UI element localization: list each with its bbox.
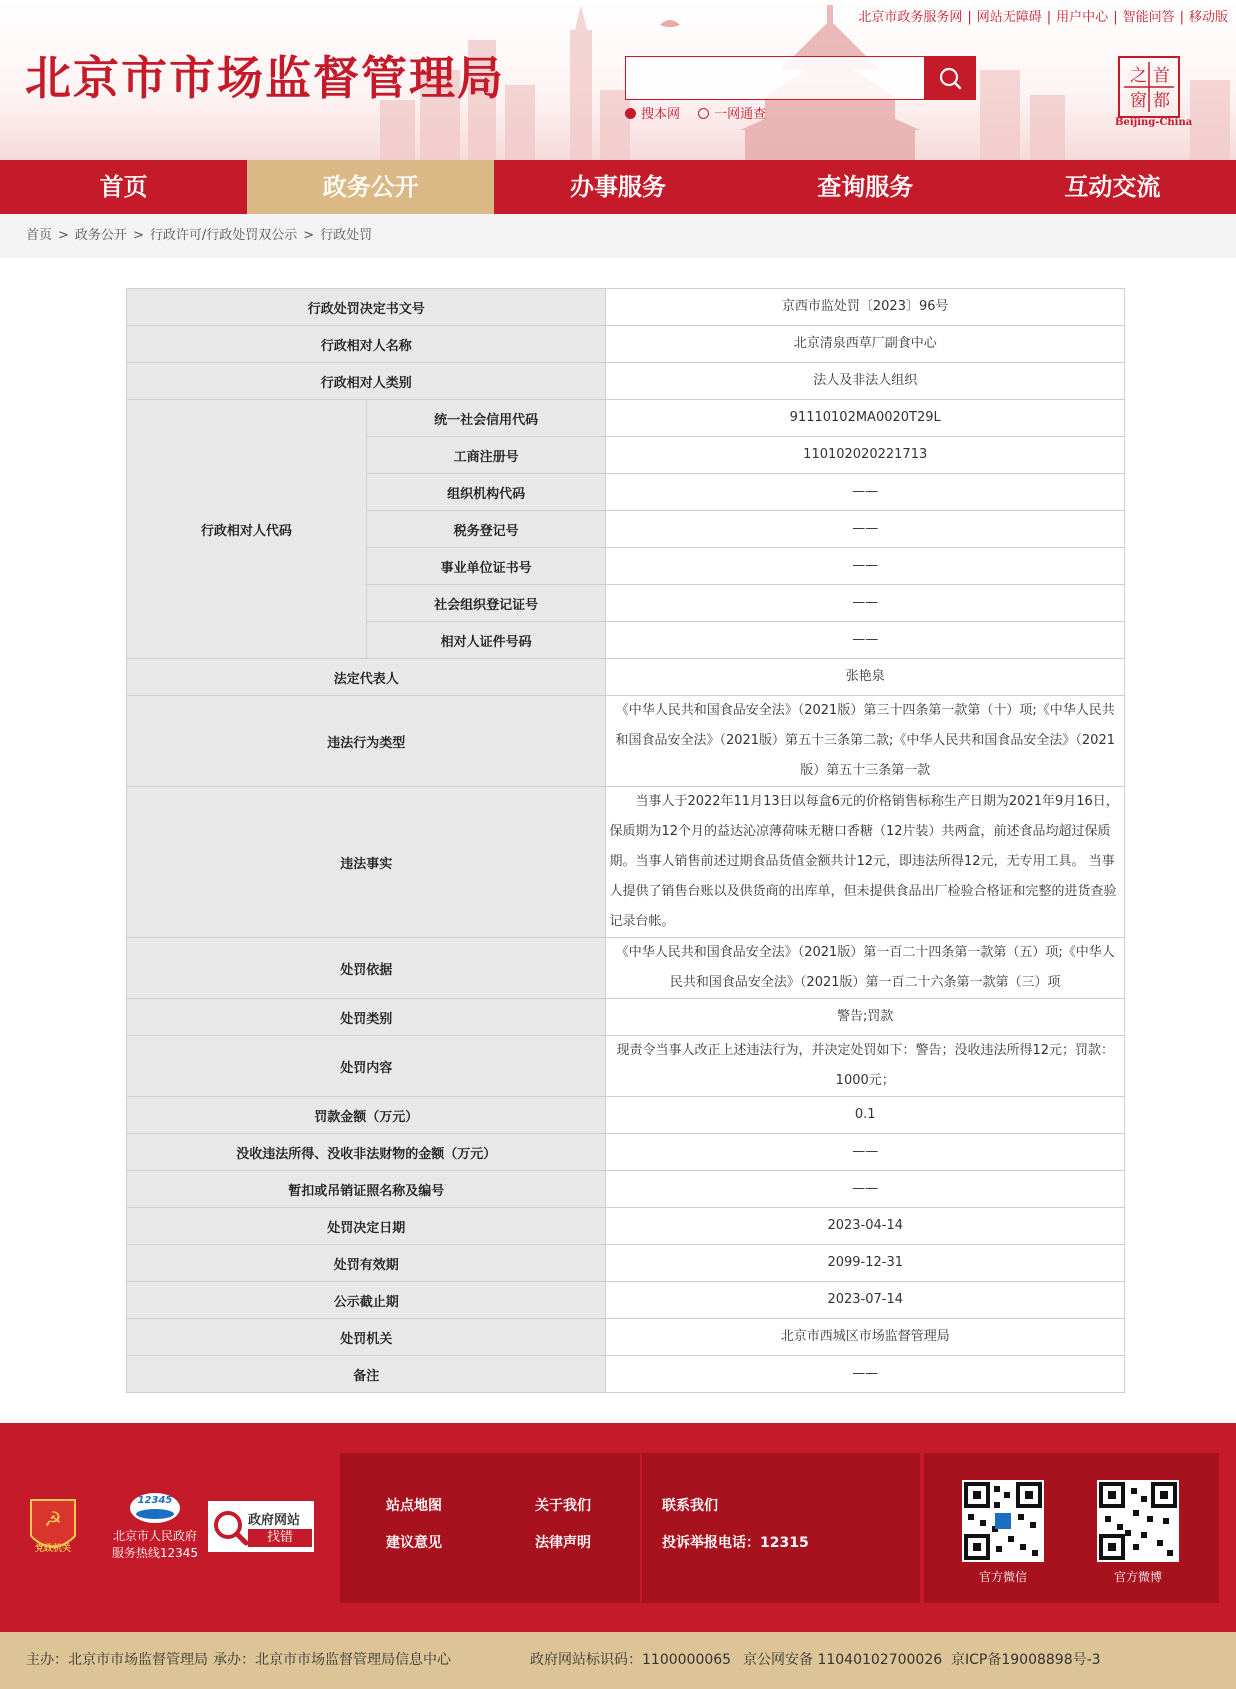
org-code: ——: [606, 474, 1125, 511]
tax-reg-no: ——: [606, 511, 1125, 548]
table-row: [127, 1245, 1125, 1282]
row-label: 法定代表人: [127, 659, 606, 696]
code-label: 相对人证件号码: [366, 622, 606, 659]
row-label: 公示截止期: [127, 1282, 606, 1319]
table-row: [127, 1036, 1125, 1097]
table-row: [127, 326, 1125, 363]
error-box-line2: 找错: [248, 1529, 312, 1547]
table-row: [127, 400, 1125, 437]
nav-query[interactable]: 查询服务: [817, 173, 914, 201]
code-label: 组织机构代码: [366, 474, 606, 511]
penalty-category: 警告;罚款: [606, 999, 1125, 1036]
magnifier-icon: [210, 1505, 250, 1550]
capital-logo-subtitle: Beijing-China: [1115, 117, 1193, 128]
table-row: [127, 1134, 1125, 1171]
search-scope-all[interactable]: 一网通查: [698, 107, 766, 122]
penalty-content: 现责令当事人改正上述违法行为，并决定处罚如下：警告；没收违法所得12元；罚款：1000元；: [606, 1036, 1125, 1097]
qr-code-icon: [1097, 1480, 1179, 1562]
site-id: 政府网站标识码：1100000065: [530, 1652, 732, 1668]
link-sitemap[interactable]: 站点地图: [386, 1498, 442, 1514]
violation-type: 《中华人民共和国食品安全法》（2021版）第三十四条第一款第（十）项;《中华人民共和国食品安全法》（2021版）第五十三条第二款;《中华人民共和国食品安全法》（2021版）第五十三条第一款: [606, 696, 1125, 787]
row-label: 处罚依据: [127, 938, 606, 999]
table-row: [127, 1171, 1125, 1208]
table-row: [127, 999, 1125, 1036]
table-row: [127, 787, 1125, 938]
link-suggestions[interactable]: 建议意见: [386, 1535, 442, 1551]
capital-window-logo[interactable]: [1118, 56, 1180, 118]
search-scope-site[interactable]: 搜本网: [625, 107, 680, 122]
wechat-qr-code: [962, 1480, 1044, 1562]
penalty-detail-table: [126, 288, 1125, 1393]
breadcrumb-penalty[interactable]: 行政处罚: [320, 228, 373, 243]
link-smart-qa[interactable]: 智能问答: [1122, 10, 1175, 25]
code-label: 社会组织登记证号: [366, 585, 606, 622]
top-links: 北京市政务服务网 | 网站无障碍 | 用户中心 | 智能问答 | 移动版: [858, 10, 1228, 25]
hotline-12345[interactable]: [105, 1493, 205, 1563]
weibo-qr-code: [1097, 1480, 1179, 1562]
table-row: [127, 1282, 1125, 1319]
site-header: [0, 0, 1236, 160]
complaint-hotline: 投诉举报电话：12315: [662, 1535, 809, 1551]
row-label: 备注: [127, 1356, 606, 1393]
police-record[interactable]: 京公网安备 11040102700026: [743, 1652, 943, 1668]
search-scope: [625, 103, 780, 122]
copyright-bar: [0, 1632, 1236, 1689]
weibo-qr-label: 官方微博: [1113, 1570, 1162, 1584]
footer-divider: [640, 1453, 642, 1603]
table-row: [127, 363, 1125, 400]
business-reg-no: 110102020221713: [606, 437, 1125, 474]
party-badge-label: 党政机关: [34, 1544, 71, 1554]
hotline-icon: [130, 1493, 180, 1523]
breadcrumb: 首页 > 政务公开 > 行政许可/行政处罚双公示 > 行政处罚: [0, 214, 1236, 258]
license-revoked: ——: [606, 1171, 1125, 1208]
breadcrumb-home[interactable]: 首页: [26, 228, 53, 243]
icp-record[interactable]: 京ICP备19008898号-3: [951, 1652, 1101, 1668]
row-label: 行政相对人类别: [127, 363, 606, 400]
row-label: 行政相对人代码: [127, 400, 367, 659]
hotline-badge: 12345: [137, 1495, 173, 1506]
footer-links-panel: [340, 1453, 920, 1603]
copyright-host: 主办：北京市市场监督管理局: [26, 1652, 208, 1668]
site-footer: [0, 1423, 1236, 1632]
link-contact-us[interactable]: 联系我们: [662, 1498, 718, 1514]
table-row: [127, 938, 1125, 999]
remarks: ——: [606, 1356, 1125, 1393]
doc-number: 京西市监处罚〔2023〕96号: [606, 289, 1125, 326]
hotline-line1: 北京市人民政府: [112, 1529, 197, 1543]
svg-text:首: 首: [1153, 66, 1170, 86]
link-mobile[interactable]: 移动版: [1188, 10, 1228, 25]
row-label: 处罚类别: [127, 999, 606, 1036]
row-label: 没收违法所得、没收非法财物的金额（万元）: [127, 1134, 606, 1171]
row-label: 暂扣或吊销证照名称及编号: [127, 1171, 606, 1208]
table-row: [127, 1208, 1125, 1245]
gov-site-error-report[interactable]: [206, 1499, 316, 1554]
link-gov-service[interactable]: 北京市政务服务网: [858, 10, 963, 25]
nav-interaction[interactable]: 互动交流: [1064, 173, 1161, 201]
code-label: 事业单位证书号: [366, 548, 606, 585]
capital-logo-icon: [1120, 58, 1178, 116]
search-input[interactable]: [625, 56, 925, 100]
valid-until: 2099-12-31: [606, 1245, 1125, 1282]
qr-code-icon: [962, 1480, 1044, 1562]
row-label: 行政相对人名称: [127, 326, 606, 363]
row-label: 罚款金额（万元）: [127, 1097, 606, 1134]
link-user-center[interactable]: 用户中心: [1056, 10, 1109, 25]
table-row: [127, 1097, 1125, 1134]
link-accessibility[interactable]: 网站无障碍: [976, 10, 1042, 25]
code-label: 工商注册号: [366, 437, 606, 474]
penalty-basis: 《中华人民共和国食品安全法》（2021版）第一百二十四条第一款第（五）项;《中华人民共和国食品安全法》（2021版）第一百二十六条第一款第（三）项: [606, 938, 1125, 999]
wechat-qr-label: 官方微信: [978, 1570, 1027, 1584]
svg-text:之: 之: [1130, 66, 1147, 86]
nav-home[interactable]: 首页: [99, 173, 148, 201]
publish-until: 2023-07-14: [606, 1282, 1125, 1319]
site-title[interactable]: 北京市市场监督管理局: [25, 51, 505, 105]
table-row: [127, 1356, 1125, 1393]
row-label: 违法事实: [127, 787, 606, 938]
row-label: 处罚决定日期: [127, 1208, 606, 1245]
social-org-reg-no: ——: [606, 585, 1125, 622]
nav-gov-affairs[interactable]: 政务公开: [247, 160, 494, 214]
radio-unchecked-icon: [698, 108, 709, 119]
copyright-organizer: 承办：北京市市场监督管理局信息中心: [213, 1652, 451, 1668]
svg-text:都: 都: [1153, 91, 1170, 111]
link-about-us[interactable]: 关于我们: [535, 1498, 591, 1514]
party-id-no: ——: [606, 622, 1125, 659]
hotline-line2: 服务热线12345: [111, 1546, 199, 1560]
legal-representative: 张艳泉: [606, 659, 1125, 696]
party-gov-badge[interactable]: [27, 1496, 79, 1558]
breadcrumb-dual-publicity[interactable]: 行政许可/行政处罚双公示: [149, 228, 298, 243]
search-button[interactable]: [925, 56, 976, 100]
row-label: 行政处罚决定书文号: [127, 289, 606, 326]
institution-cert-no: ——: [606, 548, 1125, 585]
code-label: 税务登记号: [366, 511, 606, 548]
row-label: 处罚机关: [127, 1319, 606, 1356]
error-box-line1: 政府网站: [248, 1513, 301, 1528]
table-row: [127, 659, 1125, 696]
violation-facts: 当事人于2022年11月13日以每盒6元的价格销售标称生产日期为2021年9月16日，保质期为12个月的益达沁凉薄荷味无糖口香糖（12片装）共两盒，前述食品均超过保质期。当事人销售前述过期食品货值金额共计12元，即违法所得12元，无专用工具。 当事人提供了销售台账以及供货商的出库单，但未提供食品出厂检验合格证和完整的进货查验记录台帐。: [606, 787, 1125, 938]
svg-text:☭: ☭: [44, 1507, 62, 1531]
row-label: 违法行为类型: [127, 696, 606, 787]
penalty-authority: 北京市西城区市场监督管理局: [606, 1319, 1125, 1356]
row-label: 处罚内容: [127, 1036, 606, 1097]
link-legal-notice[interactable]: 法律声明: [535, 1535, 591, 1551]
radio-checked-icon: [625, 108, 636, 119]
svg-text:窗: 窗: [1130, 91, 1147, 111]
table-row: [127, 289, 1125, 326]
breadcrumb-gov-affairs[interactable]: 政务公开: [74, 228, 127, 243]
fine-amount: 0.1: [606, 1097, 1125, 1134]
main-nav: [0, 160, 1236, 214]
code-label: 统一社会信用代码: [366, 400, 606, 437]
nav-services[interactable]: 办事服务: [570, 173, 666, 201]
party-name: 北京清泉西草厂副食中心: [606, 326, 1125, 363]
row-label: 处罚有效期: [127, 1245, 606, 1282]
confiscated-amount: ——: [606, 1134, 1125, 1171]
table-row: [127, 696, 1125, 787]
credit-code: 91110102MA0020T29L: [606, 400, 1125, 437]
table-row: [127, 1319, 1125, 1356]
search-icon: [925, 56, 976, 100]
decision-date: 2023-04-14: [606, 1208, 1125, 1245]
party-type: 法人及非法人组织: [606, 363, 1125, 400]
